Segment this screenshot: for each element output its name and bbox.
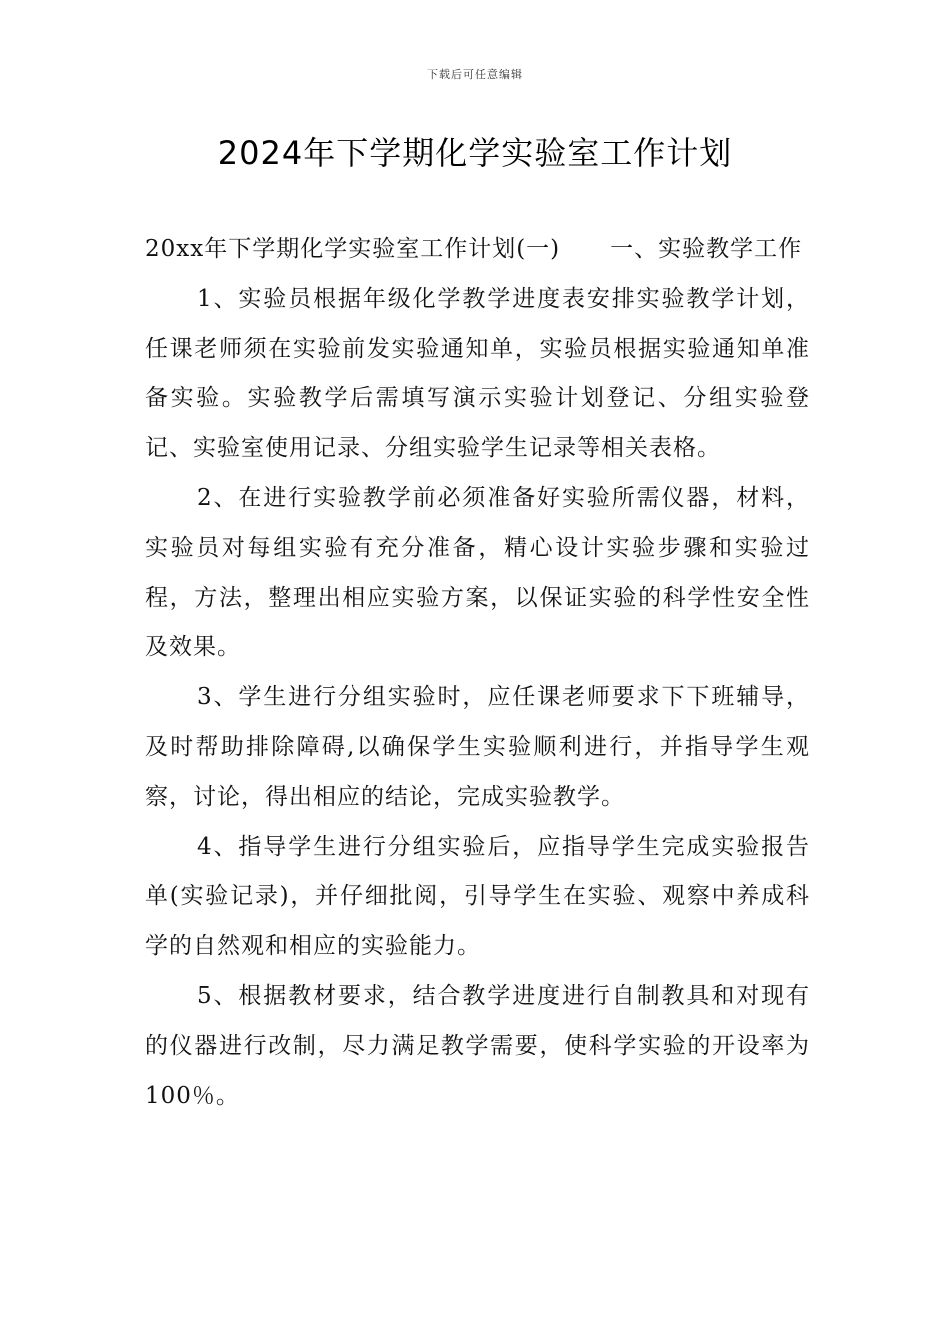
document-body [145,225,810,1121]
paragraph-1: 1、实验员根据年级化学教学进度表安排实验教学计划，任课老师须在实验前发实验通知单，实验员根据实验通知单准备实验。实验教学后需填写演示实验计划登记、分组实验登记、实验室使用记录、分组实验学生记录等相关表格。 [145,285,810,462]
header-note: 下载后可任意编辑 [427,68,523,81]
intro-subtitle: 20xx年下学期化学实验室工作计划(一) [145,236,561,262]
paragraph-5: 5、根据教材要求，结合教学进度进行自制教具和对现有的仪器进行改制，尽力满足教学需要，使科学实验的开设率为100％。 [145,982,810,1109]
section-heading: 一、实验教学工作 [610,236,803,262]
intro-line [145,225,810,275]
paragraph-2: 2、在进行实验教学前必须准备好实验所需仪器，材料，实验员对每组实验有充分准备，精心设计实验步骤和实验过程，方法，整理出相应实验方案，以保证实验的科学性安全性及效果。 [145,484,810,661]
page-title: 2024年下学期化学实验室工作计划 [217,134,733,172]
paragraph-3: 3、学生进行分组实验时，应任课老师要求下下班辅导，及时帮助排除障碍,以确保学生实验顺利进行，并指导学生观察，讨论，得出相应的结论，完成实验教学。 [145,684,810,810]
paragraph-4: 4、指导学生进行分组实验后，应指导学生完成实验报告单(实验记录)，并仔细批阅，引导学生在实验、观察中养成科学的自然观和相应的实验能力。 [145,833,810,960]
